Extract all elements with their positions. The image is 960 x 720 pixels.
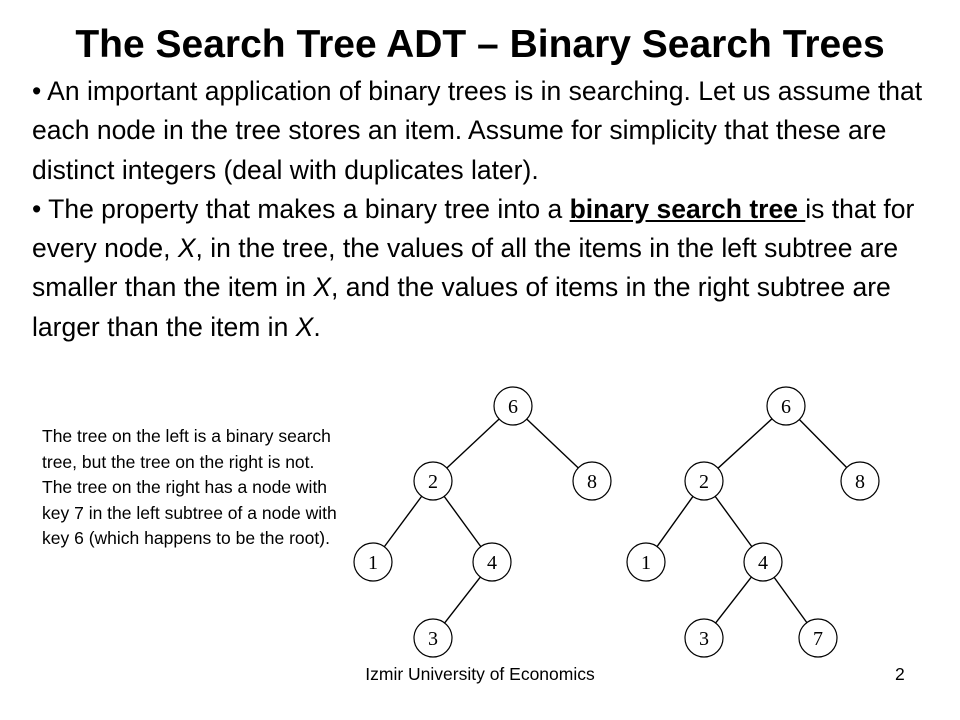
bullet2-middle1: is that for every node,: [32, 193, 915, 264]
figure-caption: The tree on the left is a binary search tree, but the tree on the right is not. The tree on the right has a node with key 7 in the left subtree of a node with key 6 (which happens to be the root).: [42, 426, 337, 549]
tree-node: [473, 543, 511, 581]
tree-node: [767, 387, 805, 425]
binary-search-tree-diagram: [350, 380, 620, 665]
tree-node-key: 4: [487, 552, 497, 574]
variable-x: X: [295, 311, 314, 342]
tree-node-key: 4: [758, 552, 768, 574]
bullet2-middle2: , in the tree, the values of all the items in the left subtree are smaller than the item in: [32, 233, 899, 303]
tree-edge: [444, 496, 481, 546]
tree-node-key: 8: [587, 471, 597, 493]
tree-edge: [657, 496, 693, 546]
tree-edge: [716, 577, 752, 623]
tree-node: [744, 543, 782, 581]
tree-node: [573, 462, 611, 500]
non-bst-tree-diagram: [615, 380, 905, 665]
tree-node: [414, 619, 452, 657]
tree-node-key: 7: [813, 628, 823, 650]
bullet2-prefix: • The property that makes a binary tree into a: [32, 193, 570, 224]
tree-node-key: 6: [508, 396, 518, 418]
tree-node-key: 3: [428, 628, 438, 650]
footer-institution: Izmir University of Economics: [365, 664, 595, 684]
tree-edge: [447, 419, 499, 468]
tree-edge: [715, 496, 752, 546]
page-number: 2: [895, 664, 905, 684]
tree-node-key: 1: [641, 552, 651, 574]
tree-edge: [774, 577, 807, 622]
slide-footer: [0, 662, 960, 686]
slide-title: The Search Tree ADT – Binary Search Trees: [75, 23, 885, 66]
tree-edge: [527, 419, 578, 468]
bullet2-middle3: , and the values of items in the right subtree are larger than the item in: [32, 272, 891, 342]
variable-x: X: [177, 233, 196, 264]
bullet-point-2: [32, 190, 942, 347]
tree-node: [685, 619, 723, 657]
bullet2-end: .: [313, 311, 321, 342]
tree-node: [414, 462, 452, 500]
tree-node-key: 6: [781, 396, 791, 418]
bullet-point-1: • An important application of binary trees is in searching. Let us assume that each node in the tree stores an item. Assume for simplicity that these are distinct integers (deal with duplicates later).: [32, 76, 923, 185]
tree-node-key: 8: [855, 471, 865, 493]
tree-node: [685, 462, 723, 500]
tree-node-key: 2: [428, 471, 438, 493]
tree-edge: [799, 420, 846, 468]
variable-x: X: [313, 272, 332, 303]
tree-node: [494, 387, 532, 425]
tree-node: [841, 462, 879, 500]
tree-edge: [384, 496, 421, 546]
tree-node: [627, 543, 665, 581]
tree-node-key: 3: [699, 628, 709, 650]
slide-body: [32, 72, 942, 347]
tree-node: [354, 543, 392, 581]
tree-node: [799, 619, 837, 657]
tree-node-key: 2: [699, 471, 709, 493]
binary-search-tree-term: binary search tree: [569, 193, 806, 224]
tree-edge: [445, 577, 481, 623]
tree-node-key: 1: [368, 552, 378, 574]
tree-edge: [718, 419, 772, 468]
